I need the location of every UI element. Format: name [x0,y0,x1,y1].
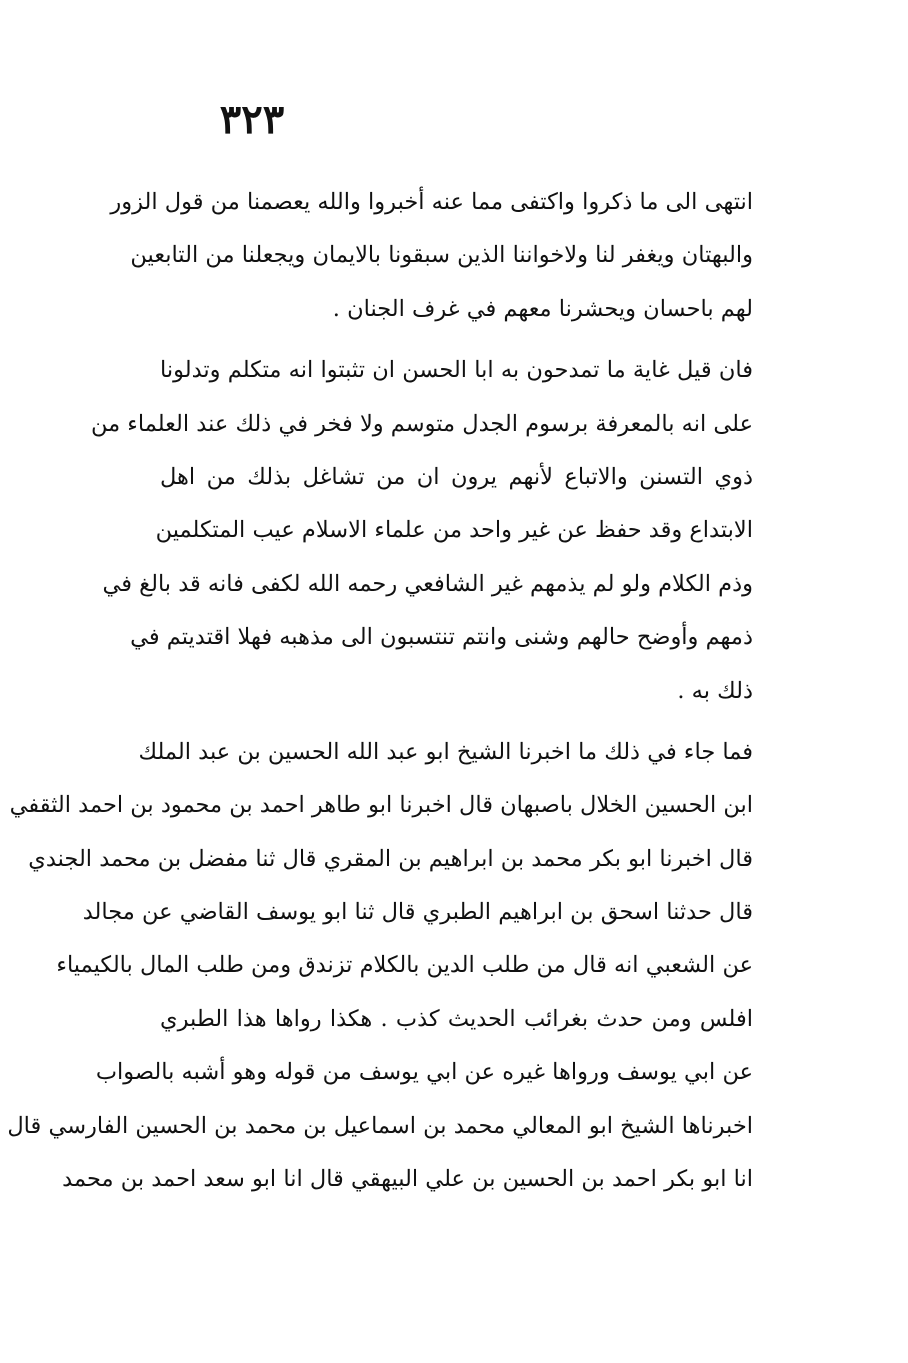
text-line: لهم باحسان ويحشرنا معهم في غرف الجنان . [332,295,753,322]
paragraph-spacer [160,718,753,726]
paragraph-3 [7,726,753,1207]
body-text [7,176,753,1206]
text-line: قال حدثنا اسحق بن ابراهيم الطبري قال ثنا ابو يوسف القاضي عن مجالد [82,899,753,926]
text-line: انتهى الى ما ذكروا واكتفى مما عنه أخبروا والله يعصمنا من قول الزور [110,189,753,215]
text-line: ذمهم وأوضح حالهم وشنى وانتم تنتسبون الى مذهبه فهلا اقتديتم في [130,624,753,651]
text-line: ذلك به . [677,677,753,704]
text-line: على انه بالمعرفة برسوم الجدل متوسم ولا فخر في ذلك عند العلماء من [90,410,753,437]
page-number: ٣٢٣ [219,96,285,143]
paragraph-2 [90,344,753,718]
text-line: ابن الحسين الخلال باصبهان قال اخبرنا ابو طاهر احمد بن محمود بن احمد الثقفي [9,792,753,819]
text-line: عن الشعبي انه قال من طلب الدين بالكلام تزندق ومن طلب المال بالكيمياء [56,952,753,979]
text-line: افلس ومن حدث بغرائب الحديث كذب . هكذا رواها هذا الطبري [160,1005,753,1032]
paragraph-spacer [160,336,753,344]
text-line: الابتداع وقد حفظ عن غير واحد من علماء الاسلام عيب المتكلمين [155,517,753,544]
text-line: فان قيل غاية ما تمدحون به ابا الحسن ان تثبتوا انه متكلم وتدلونا [160,357,753,384]
text-line: فما جاء في ذلك ما اخبرنا الشيخ ابو عبد الله الحسين بن عبد الملك [138,738,753,765]
text-line: انا ابو بكر احمد بن الحسين بن علي البيهقي قال انا ابو سعد احمد بن محمد [62,1166,753,1193]
text-line: وذم الكلام ولو لم يذمهم غير الشافعي رحمه الله لكفى فانه قد بالغ في [102,570,753,597]
text-line: ذوي التسنن والاتباع لأنهم يرون ان من تشاغل بذلك من اهل [160,463,753,490]
paragraph-1 [110,176,753,336]
text-line: اخبرناها الشيخ ابو المعالي محمد بن اسماعيل بن محمد بن الحسين الفارسي قال [7,1112,753,1139]
text-line: والبهتان ويغفر لنا ولاخواننا الذين سبقونا بالايمان ويجعلنا من التابعين [130,242,753,269]
text-line: قال اخبرنا ابو بكر محمد بن ابراهيم بن المقري قال ثنا مفضل بن محمد الجندي [28,845,753,872]
text-line: عن ابي يوسف ورواها غيره عن ابي يوسف من قوله وهو أشبه بالصواب [95,1059,753,1086]
